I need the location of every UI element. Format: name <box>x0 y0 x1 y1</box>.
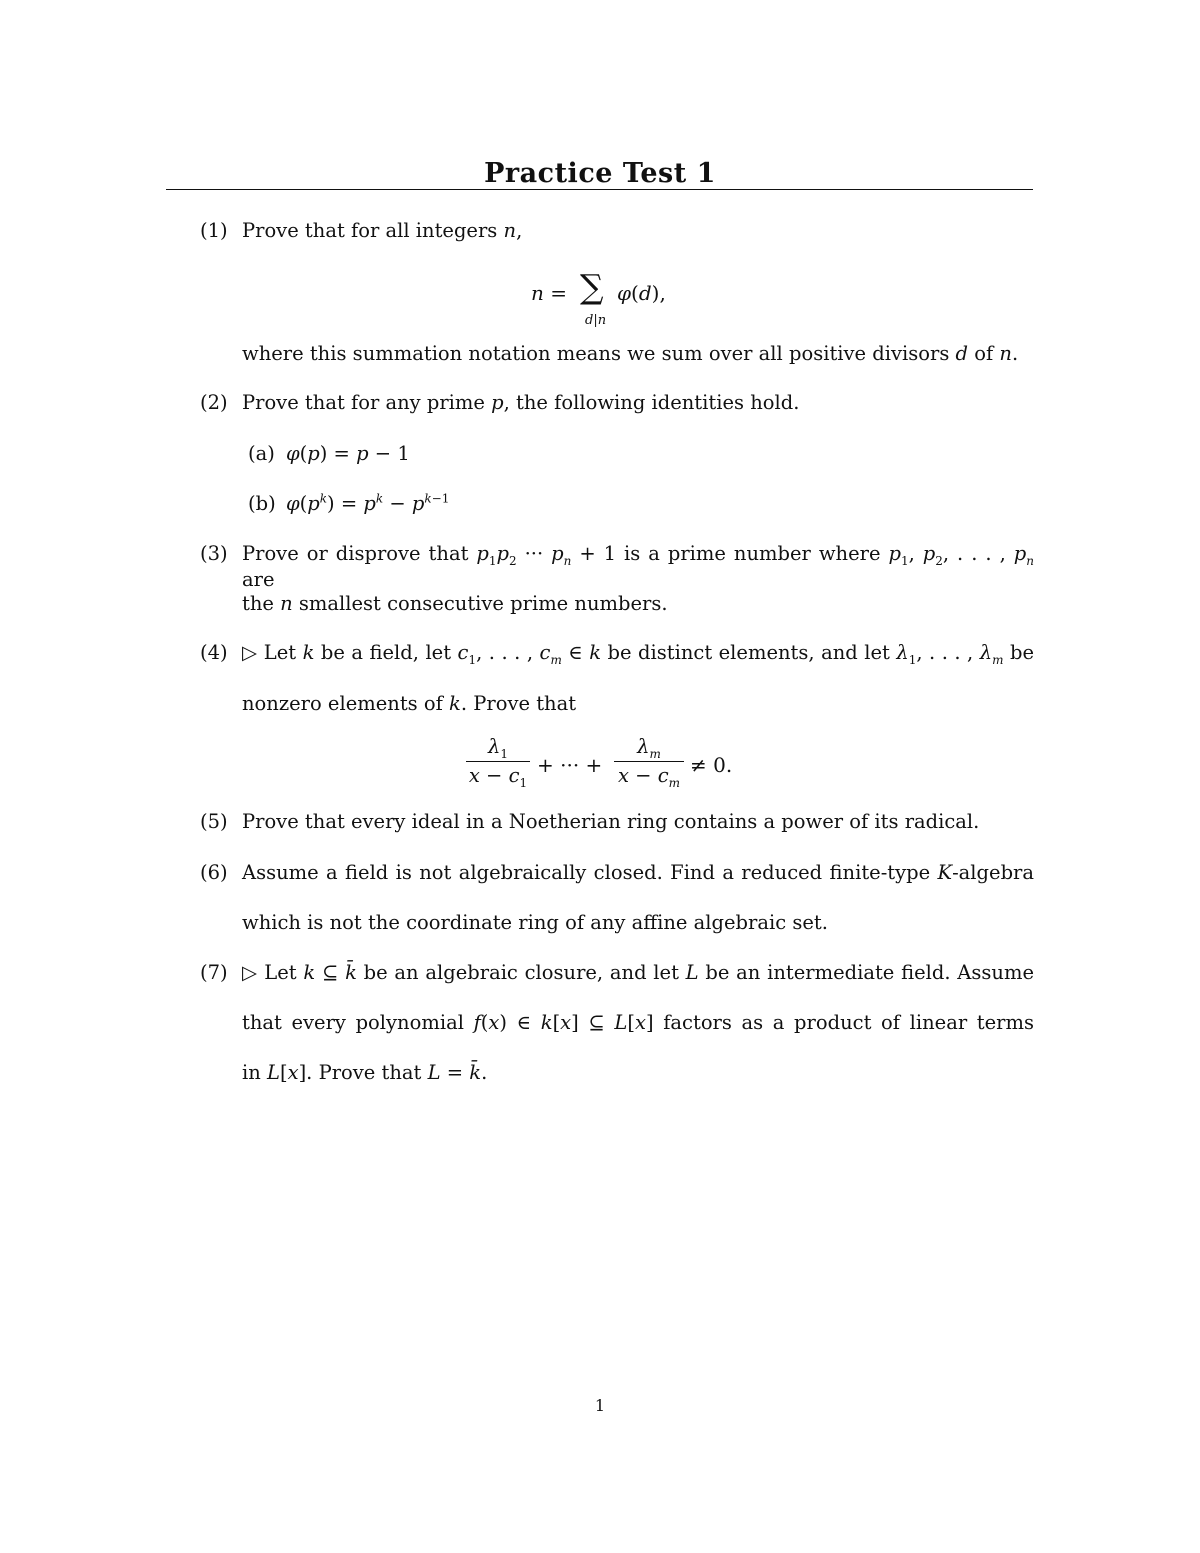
problem-3-number: (3) <box>200 542 228 565</box>
sum-index: d|n <box>585 313 607 328</box>
page-title: Practice Test 1 <box>484 158 716 189</box>
problem-5-number: (5) <box>200 810 228 833</box>
problem-7-number: (7) <box>200 961 228 984</box>
problem-4-line-1: ▷ Let k be a field, let $c_1$, . . . , $c_m$ ∈ k be distinct elements, and let $\lambda_1$, . . . , $\lambda_m$ be <box>242 641 1034 667</box>
equation-1: n = <box>531 281 568 305</box>
problem-7-line-3: in L[x]. Prove that L = k̄. <box>242 1061 488 1084</box>
problem-6-line-2: which is not the coordinate ring of any affine algebraic set. <box>242 911 828 934</box>
problem-1-line-1: Prove that for all integers n, <box>242 219 523 242</box>
problem-2b-text: $\varphi(p^k) = p^k - p^{k-1}$ <box>286 491 450 515</box>
fraction-m: $\lambda_m$ $x - c_m$ <box>614 735 684 788</box>
equation-1-term: φ(d), <box>617 281 666 305</box>
problem-2-number: (2) <box>200 391 228 414</box>
problem-6-line-1: Assume a field is not algebraically closed. Find a reduced finite-type K-algebra <box>242 861 1034 884</box>
problem-4-number: (4) <box>200 641 228 664</box>
problem-2b-label: (b) <box>248 492 276 515</box>
problem-6-number: (6) <box>200 861 228 884</box>
problem-1-number: (1) <box>200 219 228 242</box>
problem-5-line-1: Prove that every ideal in a Noetherian ring contains a power of its radical. <box>242 810 980 833</box>
problem-7-line-1: ▷ Let k ⊆ k̄ be an algebraic closure, and let L be an intermediate field. Assume <box>242 961 1034 984</box>
problem-2-line-1: Prove that for any prime p, the following identities hold. <box>242 391 800 414</box>
equation-4-plus: + ··· + <box>537 753 603 777</box>
problem-2a-text: φ(p) = p − 1 <box>286 442 410 465</box>
fraction-1: $\lambda_1$ $x - c_1$ <box>466 735 530 788</box>
sum-sign: ∑ <box>580 267 604 306</box>
problem-2a-label: (a) <box>248 442 275 465</box>
equation-4-neq: ≠ 0. <box>690 753 733 777</box>
problem-7-line-2: that every polynomial f(x) ∈ k[x] ⊆ L[x] factors as a product of linear terms <box>242 1011 1034 1034</box>
title-rule <box>166 189 1033 190</box>
problem-3-line-2: the n smallest consecutive prime numbers. <box>242 592 668 615</box>
page-number: 1 <box>594 1396 606 1415</box>
problem-4-line-2: nonzero elements of k. Prove that <box>242 692 577 715</box>
problem-1-line-2: where this summation notation means we sum over all positive divisors d of n. <box>242 342 1019 365</box>
problem-3-line-1: Prove or disprove that $p_1p_2$ ··· $p_n + 1$ is a prime number where $p_1$, $p_2$, . . . , $p_n$ are <box>242 542 1034 591</box>
